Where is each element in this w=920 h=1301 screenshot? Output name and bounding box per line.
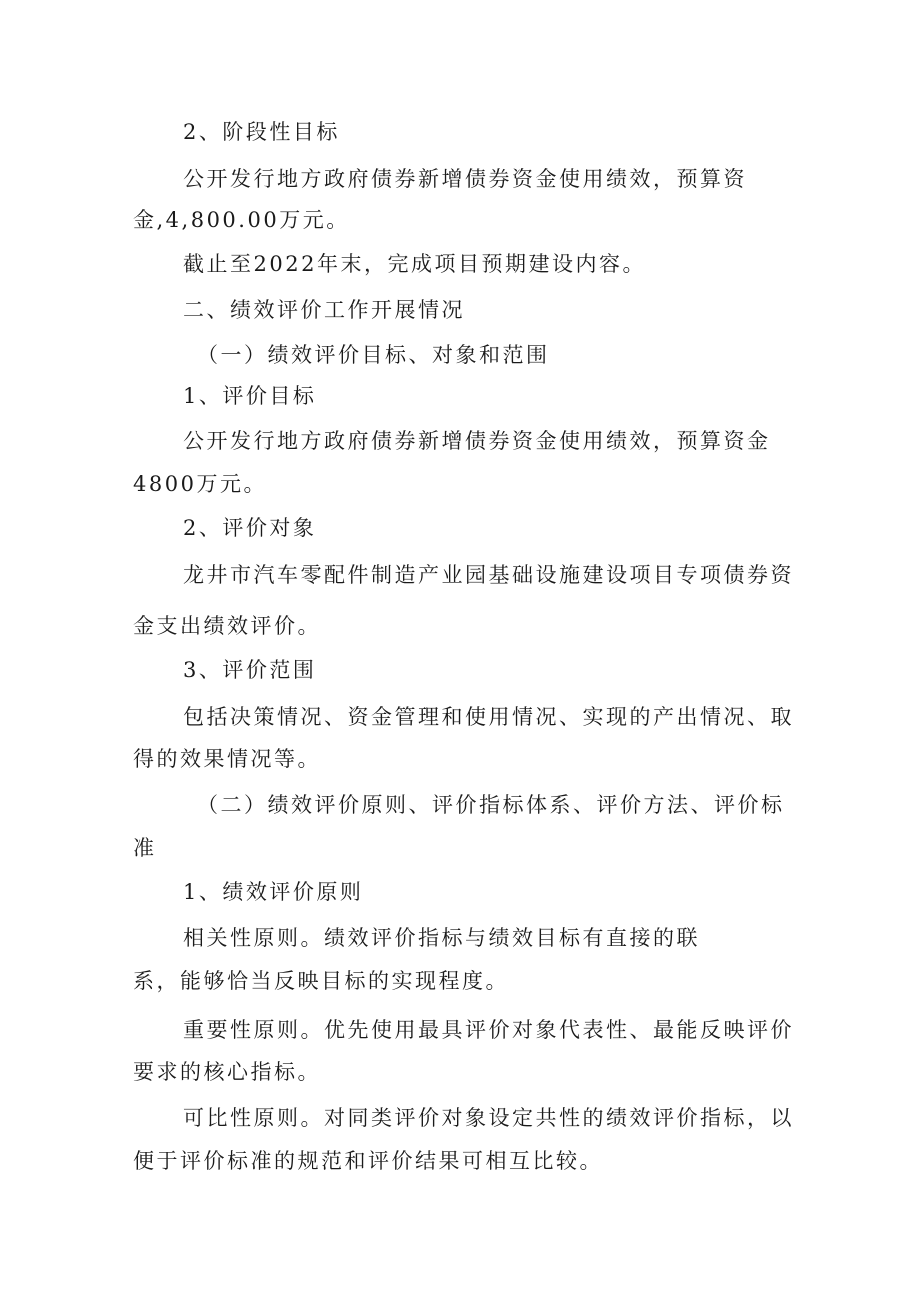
paragraph-line: 要求的核心指标。 bbox=[133, 1060, 321, 1084]
paragraph-line: 4800万元。 bbox=[133, 472, 267, 496]
subsection-heading: （二）绩效评价原则、评价指标体系、评价方法、评价标 bbox=[197, 793, 785, 817]
paragraph-line: 可比性原则。对同类评价对象设定共性的绩效评价指标，以 bbox=[183, 1106, 794, 1130]
subheading-eval-target: 1、评价目标 bbox=[183, 384, 317, 408]
paragraph-line: 便于评价标准的规范和评价结果可相互比较。 bbox=[133, 1149, 603, 1173]
subheading-eval-object: 2、评价对象 bbox=[183, 516, 317, 540]
paragraph-line: 包括决策情况、资金管理和使用情况、实现的产出情况、取 bbox=[183, 705, 794, 729]
subsection-heading-continued: 准 bbox=[133, 836, 157, 860]
paragraph-line: 公开发行地方政府债券新增债券资金使用绩效，预算资 bbox=[183, 167, 747, 191]
subsection-heading: （一）绩效评价目标、对象和范围 bbox=[197, 343, 550, 367]
paragraph-line: 得的效果情况等。 bbox=[133, 747, 321, 771]
paragraph-line: 系，能够恰当反映目标的实现程度。 bbox=[133, 969, 509, 993]
subheading-principles: 1、绩效评价原则 bbox=[183, 880, 364, 904]
paragraph-line: 龙井市汽车零配件制造产业园基础设施建设项目专项债券资 bbox=[183, 563, 794, 587]
subheading-stage-target: 2、阶段性目标 bbox=[183, 120, 340, 144]
subheading-eval-scope: 3、评价范围 bbox=[183, 658, 317, 682]
paragraph-line: 重要性原则。优先使用最具评价对象代表性、最能反映评价 bbox=[183, 1018, 794, 1042]
paragraph-line: 截止至2022年末，完成项目预期建设内容。 bbox=[183, 252, 646, 276]
paragraph-line: 金支出绩效评价。 bbox=[133, 614, 321, 638]
paragraph-line: 公开发行地方政府债券新增债券资金使用绩效，预算资金 bbox=[183, 429, 771, 453]
paragraph-line: 金,4,800.00万元。 bbox=[133, 208, 350, 232]
section-heading: 二、绩效评价工作开展情况 bbox=[183, 298, 465, 322]
paragraph-line: 相关性原则。绩效评价指标与绩效目标有直接的联 bbox=[183, 926, 700, 950]
